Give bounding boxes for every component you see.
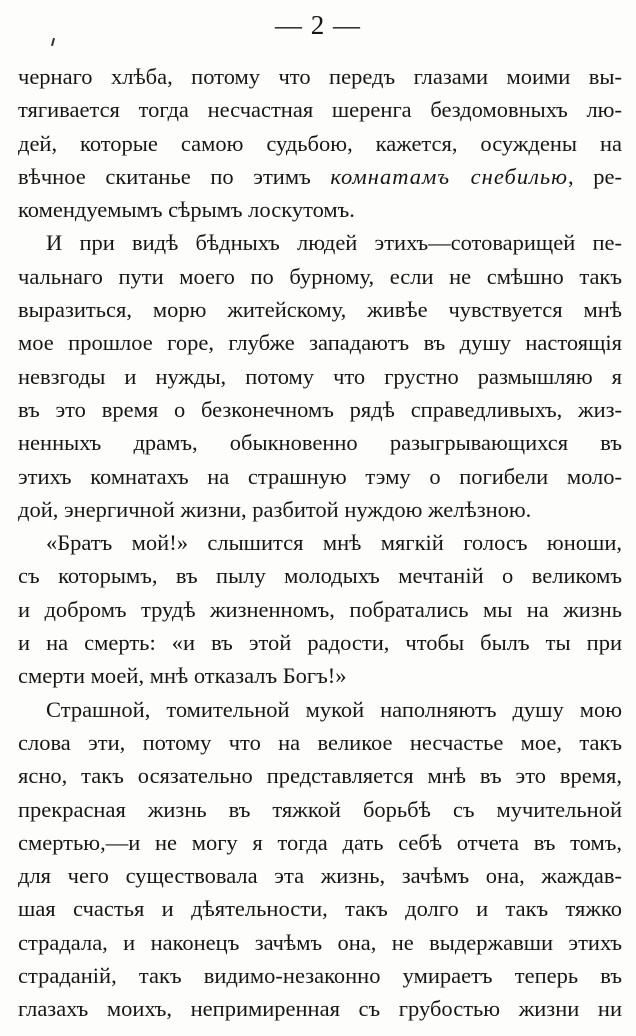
- text-line: прекрасная жизнь въ тяжкой борьбѣ съ мучительной: [18, 796, 622, 822]
- text-line: для чего существовала эта жизнь, зачѣмъ она, жаждав-: [18, 863, 622, 889]
- text-line: чернаго хлѣба, потому что передъ глазами моими вы-: [18, 64, 622, 89]
- text-line: чальнаго пути моего по бурному, если не смѣшно такъ: [18, 263, 622, 289]
- text-line: смерти моей, мнѣ отказалъ Богъ!»: [18, 663, 347, 689]
- text-line: и добромъ трудѣ жизненномъ, побратались мы на жизнь: [18, 596, 622, 622]
- text-line: ненныхъ драмъ, обыкновенно разыгрывающихся въ: [18, 430, 622, 456]
- text-line: Страшной, томительной мукой наполняютъ душу мою: [46, 696, 622, 722]
- text-line: мое прошлое горе, глубже западаютъ въ душу настоящія: [18, 330, 622, 356]
- text-line: въ это время о безконечномъ рядѣ справедливыхъ, жиз-: [18, 396, 622, 422]
- text-line: комендуемымъ сѣрымъ лоскутомъ.: [18, 197, 355, 223]
- text-line: «Братъ мой!» слышится мнѣ мягкій голосъ юноши,: [46, 530, 622, 556]
- text-line: страданій, такъ видимо-незаконно умираетъ теперь въ: [18, 963, 622, 989]
- text-line: тягивается тогда несчастная шеренга бездомовныхъ лю-: [18, 97, 622, 123]
- text-line: невзгоды и нужды, потому что грустно размышляю я: [18, 363, 622, 389]
- text-line: этихъ комнатахъ на страшную тэму о погибели моло-: [18, 463, 622, 489]
- text-line: съ которымъ, въ пылу молодыхъ мечтаній о великомъ: [18, 563, 622, 589]
- text-line: дой, энергичной жизни, разбитой нуждою желѣзною.: [18, 496, 532, 522]
- paragraph: [18, 226, 622, 526]
- text-line: И при видѣ бѣдныхъ людей этихъ—сотоварищей пе-: [46, 230, 622, 256]
- text-line: вѣчное скитанье по этимъ комнатамъ снебилью, ре-: [18, 163, 623, 189]
- body-text: [18, 60, 622, 1026]
- text-line: дей, которые самою судьбою, кажется, осуждены на: [18, 130, 622, 156]
- text-line: ясно, такъ осязательно представляется мнѣ въ это время,: [18, 763, 622, 789]
- text-line: страдала, и наконецъ зачѣмъ она, не выдержавши этихъ: [18, 929, 622, 955]
- ink-mark: [51, 38, 55, 46]
- text-line: шая счастья и дѣятельности, такъ долго и такъ тяжко: [18, 896, 622, 922]
- text-line: смертью,—и не могу я тогда дать себѣ отчета въ томъ,: [18, 829, 622, 855]
- paragraph: [18, 60, 622, 226]
- text-line: выразиться, морю житейскому, живѣе чувствуется мнѣ: [18, 297, 622, 323]
- page-number: — 2 —: [275, 10, 361, 40]
- paragraph: [18, 693, 622, 1026]
- text-line: глазахъ моихъ, непримиренная съ грубостью жизни ни: [18, 996, 622, 1022]
- text-line: слова эти, потому что на великое несчастье мое, такъ: [18, 729, 622, 755]
- text-line: и на смерть: «и въ этой радости, чтобы былъ ты при: [18, 630, 622, 656]
- paragraph: [18, 526, 622, 692]
